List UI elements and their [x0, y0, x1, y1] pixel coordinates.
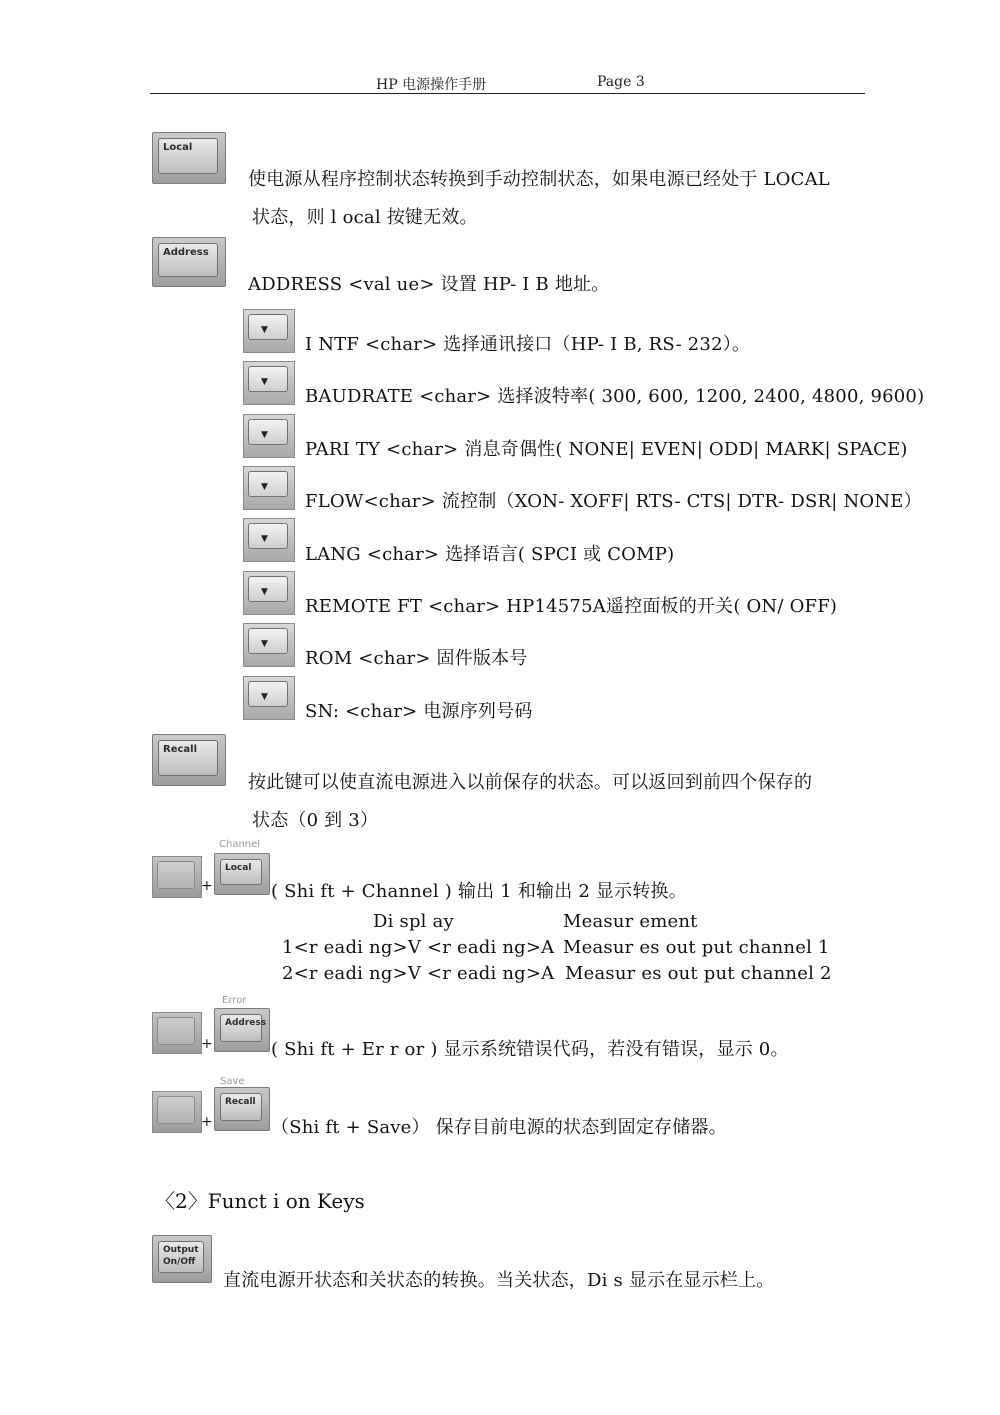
save-label: Save — [220, 1076, 245, 1087]
plus-sign: + — [201, 878, 213, 894]
shift-save-description: （Shi ft + Save） 保存目前电源的状态到固定存储器。 — [271, 1117, 727, 1138]
output-description: 直流电源开状态和关状态的转换。当关状态，Di s 显示在显示栏上。 — [223, 1270, 775, 1291]
down-arrow-key-icon: ▼ — [243, 466, 295, 510]
header-title: HP 电源操作手册 — [376, 77, 487, 93]
shift-key-icon — [152, 1091, 202, 1133]
local-key-icon — [152, 132, 226, 184]
table-header-measurement: Measur ement — [563, 911, 698, 932]
table-row: Measur es out put channel 1 — [563, 937, 830, 958]
address-key-label: Address — [158, 243, 218, 277]
address-key-icon — [152, 237, 226, 287]
submenu-item: LANG <char> 选择语言( SPCI 或 COMP) — [305, 544, 675, 565]
section-heading: 〈2〉Funct i on Keys — [155, 1189, 365, 1213]
plus-sign: + — [201, 1114, 213, 1130]
output-key-label-line1: Output — [163, 1245, 199, 1255]
error-address-key-icon — [214, 1008, 270, 1052]
local-description-line2: 状态，则 l ocal 按键无效。 — [252, 207, 478, 228]
submenu-item: REMOTE FT <char> HP14575A遥控面板的开关( ON/ OFF) — [305, 596, 838, 617]
channel-label: Channel — [219, 839, 261, 850]
error-label: Error — [222, 995, 247, 1006]
down-arrow-key-icon: ▼ — [243, 571, 295, 615]
shift-channel-description: ( Shi ft + Channel ) 输出 1 和输出 2 显示转换。 — [271, 881, 687, 902]
page-number: Page 3 — [597, 74, 645, 90]
output-key-label-line2: On/Off — [163, 1257, 196, 1267]
down-arrow-key-icon: ▼ — [243, 676, 295, 720]
channel-local-key-icon — [214, 853, 270, 895]
recall-key-label: Recall — [158, 740, 218, 776]
table-row: 2<r eadi ng>V <r eadi ng>A — [282, 963, 555, 984]
table-row: 1<r eadi ng>V <r eadi ng>A — [282, 937, 555, 958]
table-row: Measur es out put channel 2 — [565, 963, 832, 984]
shift-error-description: ( Shi ft + Er r or ) 显示系统错误代码，若没有错误，显示 0。 — [271, 1039, 789, 1060]
submenu-item: FLOW<char> 流控制（XON- XOFF| RTS- CTS| DTR- DSR| NONE） — [305, 491, 922, 512]
table-header-display: Di spl ay — [373, 911, 454, 932]
recall-description-line1: 按此键可以使直流电源进入以前保存的状态。可以返回到前四个保存的 — [248, 772, 813, 793]
down-arrow-key-icon: ▼ — [243, 309, 295, 353]
recall-description-line2: 状态（0 到 3） — [252, 810, 379, 831]
save-key-label: Recall — [220, 1093, 262, 1121]
channel-key-label: Local — [220, 859, 262, 885]
save-recall-key-icon — [214, 1087, 270, 1131]
down-arrow-key-icon: ▼ — [243, 518, 295, 562]
shift-key-icon — [152, 1012, 202, 1054]
down-arrow-key-icon: ▼ — [243, 623, 295, 667]
output-key-label — [158, 1241, 204, 1273]
submenu-item: I NTF <char> 选择通讯接口（HP- I B, RS- 232）。 — [305, 334, 751, 355]
shift-key-icon — [152, 856, 202, 898]
error-key-label: Address — [220, 1014, 262, 1042]
submenu-item: BAUDRATE <char> 选择波特率( 300, 600, 1200, 2400, 4800, 9600) — [305, 386, 925, 407]
down-arrow-key-icon: ▼ — [243, 414, 295, 458]
header-rule — [150, 93, 865, 94]
down-arrow-key-icon: ▼ — [243, 361, 295, 405]
submenu-item: ROM <char> 固件版本号 — [305, 648, 528, 669]
submenu-item: SN: <char> 电源序列号码 — [305, 701, 533, 722]
plus-sign: + — [201, 1036, 213, 1052]
submenu-item: PARI TY <char> 消息奇偶性( NONE| EVEN| ODD| MARK| SPACE) — [305, 439, 908, 460]
local-description-line1: 使电源从程序控制状态转换到手动控制状态，如果电源已经处于 LOCAL — [248, 169, 830, 190]
address-description: ADDRESS <val ue> 设置 HP- I B 地址。 — [248, 274, 610, 295]
recall-key-icon — [152, 734, 226, 786]
local-key-label: Local — [158, 138, 218, 174]
output-onoff-key-icon — [152, 1235, 212, 1283]
